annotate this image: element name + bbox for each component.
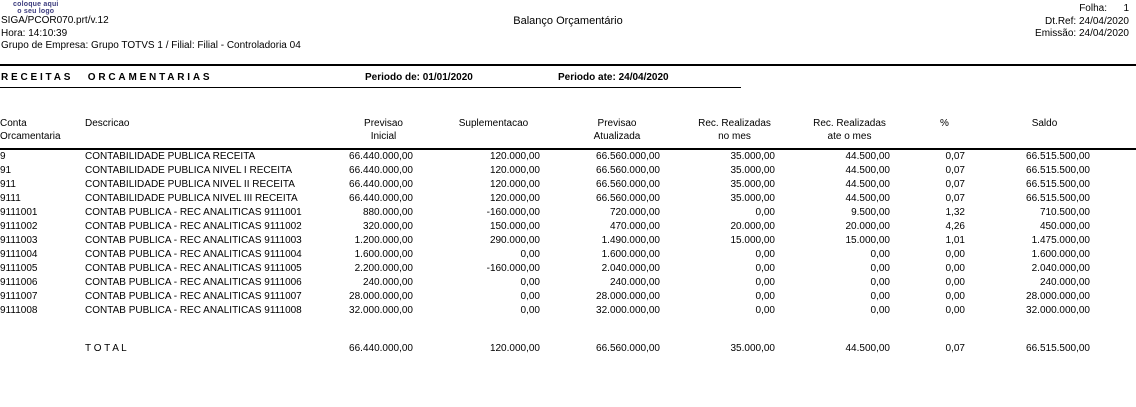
cell-saldo: 710.500,00: [1039, 207, 1090, 218]
cell-suplementacao: 120.000,00: [489, 151, 540, 162]
cell-suplementacao: 0,00: [520, 249, 540, 260]
cell-suplementacao: 0,00: [520, 277, 540, 288]
cell-previsao-atualizada: 720.000,00: [609, 207, 660, 218]
cell-previsao-inicial: 320.000,00: [362, 221, 413, 232]
cell-previsao-atualizada: 66.560.000,00: [596, 151, 660, 162]
cell-saldo: 32.000.000,00: [1026, 305, 1090, 316]
cell-rec-ate-mes: 20.000,00: [845, 221, 890, 232]
cell-previsao-atualizada: 1.490.000,00: [601, 235, 660, 246]
cell-suplementacao: 0,00: [520, 291, 540, 302]
cell-descricao: CONTAB PUBLICA - REC ANALITICAS 9111005: [85, 263, 302, 274]
folha-line: [1035, 3, 1129, 16]
cell-descricao: CONTAB PUBLICA - REC ANALITICAS 9111004: [85, 249, 302, 260]
cell-previsao-atualizada: 66.560.000,00: [596, 193, 660, 204]
cell-saldo: 28.000.000,00: [1026, 291, 1090, 302]
total-rec-ate-mes: 44.500,00: [845, 343, 890, 354]
col-header-previsao-atualizada: Previsao Atualizada: [593, 118, 641, 142]
total-pct: 0,07: [945, 343, 965, 354]
cell-rec-no-mes: 35.000,00: [730, 151, 775, 162]
company-group: Grupo de Empresa: Grupo TOTVS 1 / Filial: Filial - Controladoria 04: [1, 40, 301, 51]
cell-rec-no-mes: 35.000,00: [730, 165, 775, 176]
cell-saldo: 66.515.500,00: [1026, 151, 1090, 162]
cell-previsao-inicial: 66.440.000,00: [349, 151, 413, 162]
cell-rec-no-mes: 0,00: [755, 277, 775, 288]
col-header-saldo: Saldo: [1031, 118, 1058, 129]
col-header-rec-no-mes: Rec. Realizadas no mes: [698, 118, 771, 142]
cell-conta: 9111006: [0, 277, 38, 288]
cell-previsao-inicial: 2.200.000,00: [354, 263, 413, 274]
cell-pct: 0,07: [945, 179, 965, 190]
cell-rec-ate-mes: 0,00: [870, 249, 890, 260]
cell-rec-ate-mes: 15.000,00: [845, 235, 890, 246]
cell-previsao-atualizada: 240.000,00: [609, 277, 660, 288]
table-row: [0, 150, 1090, 164]
section-header: [0, 64, 1136, 88]
col-header-previsao-inicial: Previsao Inicial: [364, 118, 403, 142]
cell-descricao: CONTAB PUBLICA - REC ANALITICAS 9111001: [85, 207, 302, 218]
cell-suplementacao: 0,00: [520, 305, 540, 316]
cell-pct: 1,01: [945, 235, 965, 246]
section-title: RECEITAS ORCAMENTARIAS: [1, 72, 213, 83]
periodo-ate: Periodo ate: 24/04/2020: [558, 72, 669, 83]
cell-saldo: 240.000,00: [1039, 277, 1090, 288]
table-row: [0, 192, 1090, 206]
cell-descricao: CONTAB PUBLICA - REC ANALITICAS 9111008: [85, 305, 302, 316]
cell-conta: 9111003: [0, 235, 38, 246]
cell-previsao-inicial: 66.440.000,00: [349, 165, 413, 176]
cell-pct: 0,07: [945, 193, 965, 204]
table-row: [0, 262, 1090, 276]
header-center: [0, 15, 1136, 27]
cell-previsao-inicial: 1.200.000,00: [354, 235, 413, 246]
page-title: Balanço Orçamentário: [513, 15, 623, 27]
cell-suplementacao: 120.000,00: [489, 179, 540, 190]
table-row: [0, 276, 1090, 290]
cell-previsao-atualizada: 32.000.000,00: [596, 305, 660, 316]
cell-conta: 9111008: [0, 305, 38, 316]
total-saldo: 66.515.500,00: [1026, 343, 1090, 354]
cell-rec-no-mes: 35.000,00: [730, 193, 775, 204]
col-header-conta: Conta Orcamentaria: [0, 118, 61, 142]
cell-pct: 0,00: [945, 305, 965, 316]
cell-previsao-inicial: 66.440.000,00: [349, 179, 413, 190]
report-time: Hora: 14:10:39: [1, 27, 68, 39]
cell-saldo: 66.515.500,00: [1026, 179, 1090, 190]
table-row: [0, 164, 1090, 178]
cell-descricao: CONTABILIDADE PUBLICA NIVEL III RECEITA: [85, 193, 298, 204]
logo-line-1: coloque aqui: [13, 1, 59, 8]
cell-conta: 9111007: [0, 291, 38, 302]
cell-rec-ate-mes: 0,00: [870, 277, 890, 288]
cell-conta: 91: [0, 165, 12, 176]
cell-conta: 911: [0, 179, 16, 190]
cell-conta: 9111002: [0, 221, 38, 232]
cell-rec-ate-mes: 0,00: [870, 291, 890, 302]
cell-rec-no-mes: 35.000,00: [730, 179, 775, 190]
cell-rec-ate-mes: 9.500,00: [851, 207, 890, 218]
emissao-line: Emissão: 24/04/2020: [1035, 28, 1129, 39]
cell-previsao-inicial: 240.000,00: [362, 277, 413, 288]
cell-saldo: 450.000,00: [1039, 221, 1090, 232]
dtref-line: Dt.Ref: 24/04/2020: [1045, 15, 1129, 27]
cell-descricao: CONTAB PUBLICA - REC ANALITICAS 9111003: [85, 235, 302, 246]
table-row: [0, 304, 1090, 318]
col-header-suplementacao: Suplementacao: [458, 118, 529, 129]
cell-suplementacao: -160.000,00: [486, 263, 540, 274]
cell-descricao: CONTABILIDADE PUBLICA RECEITA: [85, 151, 256, 162]
folha-label: Folha:: [1079, 3, 1107, 14]
report-program: SIGA/PCOR070.prt/v.12: [1, 15, 109, 26]
cell-rec-no-mes: 0,00: [755, 263, 775, 274]
cell-previsao-atualizada: 66.560.000,00: [596, 179, 660, 190]
table-row: [0, 206, 1090, 220]
cell-rec-no-mes: 0,00: [755, 207, 775, 218]
cell-rec-ate-mes: 44.500,00: [845, 179, 890, 190]
cell-conta: 9111001: [0, 207, 38, 218]
total-rec-no-mes: 35.000,00: [730, 343, 775, 354]
cell-rec-no-mes: 0,00: [755, 291, 775, 302]
cell-pct: 4,26: [945, 221, 965, 232]
cell-previsao-inicial: 880.000,00: [362, 207, 413, 218]
col-header-rec-ate-mes: Rec. Realizadas ate o mes: [813, 118, 886, 142]
cell-previsao-inicial: 66.440.000,00: [349, 193, 413, 204]
cell-saldo: 66.515.500,00: [1026, 165, 1090, 176]
cell-rec-no-mes: 20.000,00: [730, 221, 775, 232]
col-header-descricao: Descricao: [85, 118, 130, 129]
header-right: [1035, 3, 1129, 41]
cell-previsao-inicial: 1.600.000,00: [354, 249, 413, 260]
logo-line-2: o seu logo: [17, 7, 55, 15]
cell-saldo: 2.040.000,00: [1031, 263, 1090, 274]
cell-pct: 0,07: [945, 151, 965, 162]
cell-conta: [0, 342, 85, 356]
cell-conta: 9: [0, 151, 6, 162]
cell-previsao-inicial: 28.000.000,00: [349, 291, 413, 302]
budget-table: [0, 117, 1136, 356]
section-underline: [0, 87, 741, 88]
cell-suplementacao: 120.000,00: [489, 165, 540, 176]
periodo-de: Periodo de: 01/01/2020: [365, 72, 473, 83]
cell-previsao-atualizada: 1.600.000,00: [601, 249, 660, 260]
cell-descricao: CONTAB PUBLICA - REC ANALITICAS 9111002: [85, 221, 302, 232]
cell-conta: 9111: [0, 193, 21, 204]
table-row: [0, 220, 1090, 234]
cell-saldo: 1.475.000,00: [1031, 235, 1090, 246]
cell-saldo: 66.515.500,00: [1026, 193, 1090, 204]
cell-suplementacao: 290.000,00: [489, 235, 540, 246]
cell-rec-ate-mes: 44.500,00: [845, 193, 890, 204]
cell-previsao-atualizada: 66.560.000,00: [596, 165, 660, 176]
logo-placeholder: [13, 2, 59, 15]
total-previsao-atualizada: 66.560.000,00: [596, 343, 660, 354]
cell-suplementacao: 120.000,00: [489, 193, 540, 204]
cell-pct: 0,00: [945, 263, 965, 274]
cell-conta: 9111004: [0, 249, 38, 260]
cell-descricao: CONTABILIDADE PUBLICA NIVEL I RECEITA: [85, 165, 293, 176]
total-label: T O T A L: [85, 343, 127, 354]
folha-value: 1: [1123, 3, 1129, 14]
col-header-pct: %: [940, 118, 949, 129]
cell-rec-no-mes: 0,00: [755, 249, 775, 260]
cell-descricao: CONTAB PUBLICA - REC ANALITICAS 9111007: [85, 291, 302, 302]
cell-rec-no-mes: 0,00: [755, 305, 775, 316]
report-header: [0, 0, 1136, 64]
table-body: [0, 150, 1136, 318]
cell-previsao-atualizada: 470.000,00: [609, 221, 660, 232]
cell-pct: 0,07: [945, 165, 965, 176]
cell-rec-ate-mes: 44.500,00: [845, 165, 890, 176]
cell-rec-no-mes: 15.000,00: [730, 235, 775, 246]
total-previsao-inicial: 66.440.000,00: [349, 343, 413, 354]
cell-pct: 0,00: [945, 249, 965, 260]
cell-descricao: CONTAB PUBLICA - REC ANALITICAS 9111006: [85, 277, 302, 288]
total-row: [0, 342, 1090, 356]
cell-pct: 1,32: [945, 207, 965, 218]
cell-rec-ate-mes: 0,00: [870, 305, 890, 316]
total-suplementacao: 120.000,00: [489, 343, 540, 354]
table-row: [0, 290, 1090, 304]
cell-rec-ate-mes: 0,00: [870, 263, 890, 274]
cell-suplementacao: 150.000,00: [489, 221, 540, 232]
cell-descricao: CONTABILIDADE PUBLICA NIVEL II RECEITA: [85, 179, 295, 190]
cell-previsao-atualizada: 28.000.000,00: [596, 291, 660, 302]
table-row: [0, 178, 1090, 192]
table-row: [0, 234, 1090, 248]
cell-previsao-atualizada: 2.040.000,00: [601, 263, 660, 274]
cell-conta: 9111005: [0, 263, 38, 274]
cell-pct: 0,00: [945, 291, 965, 302]
cell-suplementacao: -160.000,00: [486, 207, 540, 218]
cell-previsao-inicial: 32.000.000,00: [349, 305, 413, 316]
cell-pct: 0,00: [945, 277, 965, 288]
table-header: [0, 117, 1136, 150]
cell-saldo: 1.600.000,00: [1031, 249, 1090, 260]
table-row: [0, 248, 1090, 262]
cell-rec-ate-mes: 44.500,00: [845, 151, 890, 162]
